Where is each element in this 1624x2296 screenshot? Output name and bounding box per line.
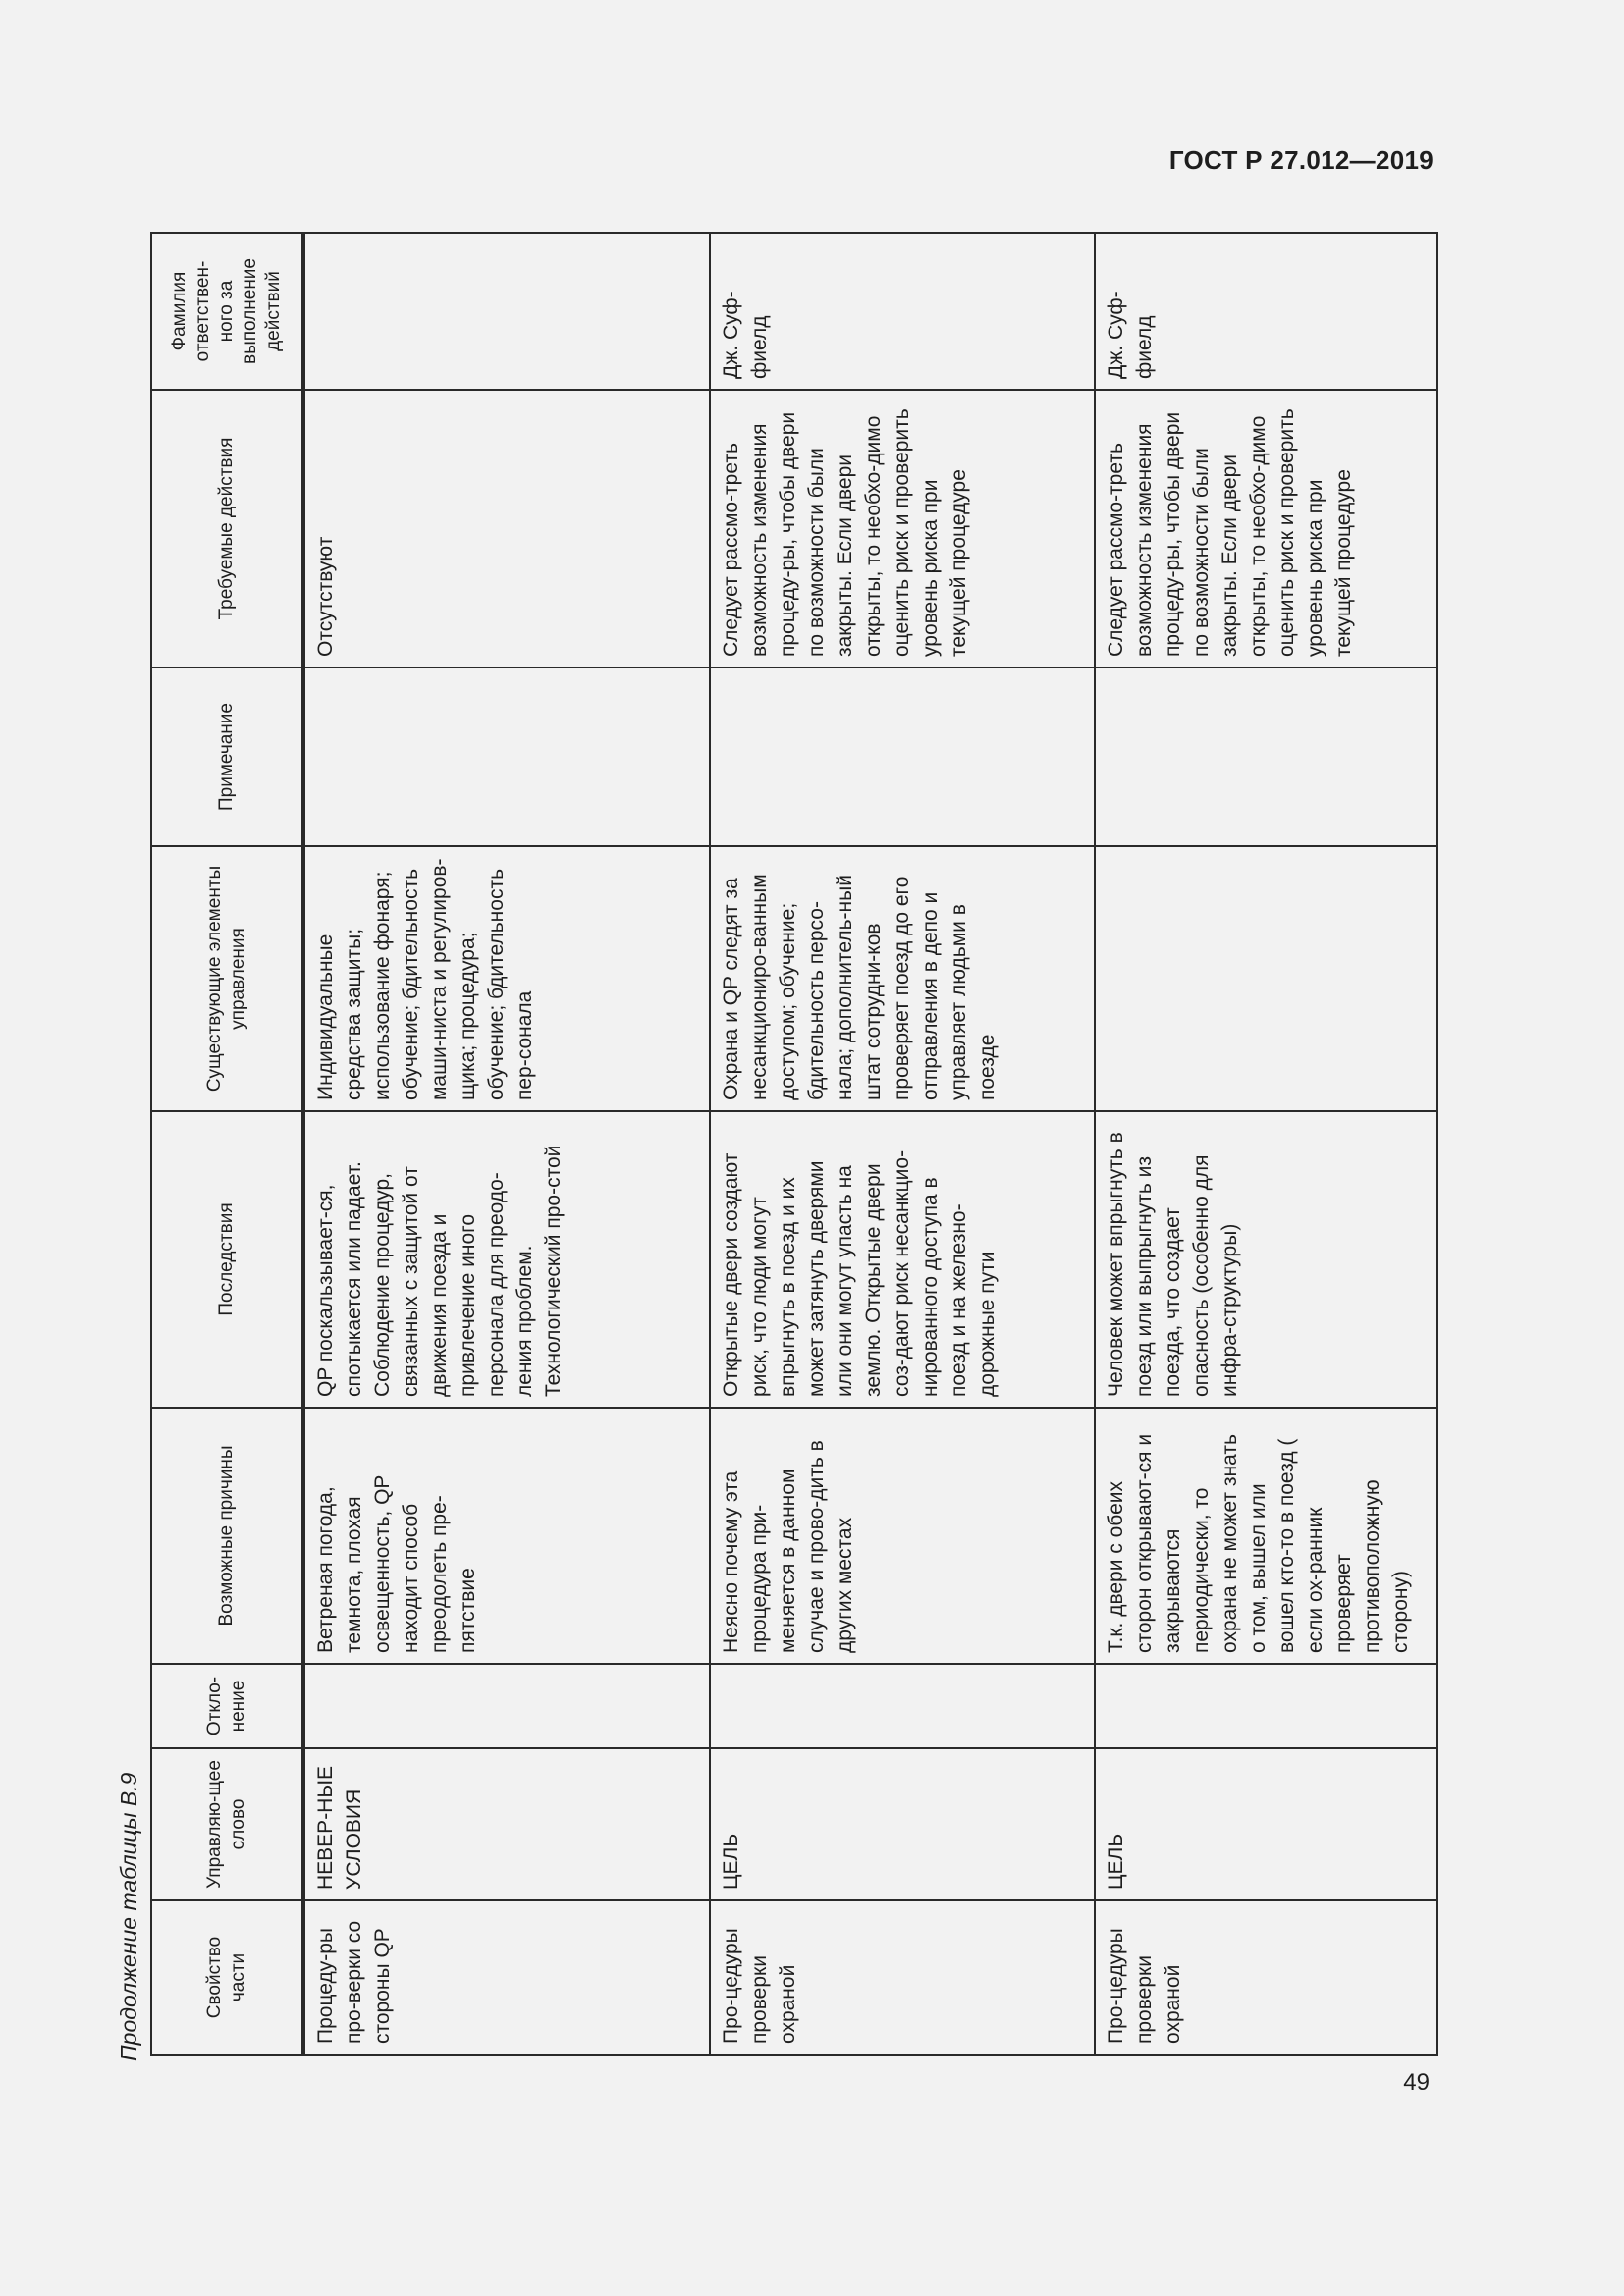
col-header-causes: Возможные причины [151, 1408, 303, 1664]
page-number: 49 [1403, 2069, 1430, 2096]
cell-property: Про-цедуры проверки охраной [710, 1900, 1095, 2055]
table-header-row [151, 233, 303, 2055]
col-header-actions: Требуемые действия [151, 390, 303, 667]
table-caption: Продолжение таблицы В.9 [116, 1772, 141, 2061]
col-header-note: Примечание [151, 667, 303, 846]
cell-responsible: Дж. Суф-фиелд [710, 233, 1095, 390]
table-row [303, 233, 710, 2055]
cell-consequences: Открытые двери создают риск, что люди могут впрыгнуть в поезд и их может затянуть дверями или они могут упасть на землю. Открытые двери соз-дают риск несанкцио-нированного доступа в поезд и на железно-дорожные пути [710, 1111, 1095, 1408]
cell-property: Процеду-ры про-верки со стороны QP [303, 1900, 710, 2055]
col-header-controls: Существующие элементы управления [151, 846, 303, 1111]
col-header-property: Свойство части [151, 1900, 303, 2055]
rotated-table-wrapper [150, 234, 1438, 2056]
cell-deviation [1095, 1664, 1437, 1748]
col-header-responsible: Фамилия ответствен-ного за выполнение действий [151, 233, 303, 390]
cell-actions: Отсутствуют [303, 390, 710, 667]
col-header-guide-word: Управляю-щее слово [151, 1748, 303, 1900]
standard-designation: ГОСТ Р 27.012—2019 [1168, 145, 1434, 175]
cell-note [710, 667, 1095, 846]
table-row [710, 233, 1095, 2055]
cell-guide-word: НЕВЕР-НЫЕ УСЛОВИЯ [303, 1748, 710, 1900]
cell-responsible [303, 233, 710, 390]
cell-consequences: Человек может впрыгнуть в поезд или выпрыгнуть из поезда, что создает опасность (особенно для инфра-структуры) [1095, 1111, 1437, 1408]
cell-consequences: QP поскальзывает-ся, спотыкается или падает. Соблюдение процедур, связанных с защитой от движения поезда и привлечение иного персонала для преодо-ления проблем. Технологический про-стой [303, 1111, 710, 1408]
cell-deviation [710, 1664, 1095, 1748]
cell-causes: Т.к. двери с обеих сторон открывают-ся и закрываются периодически, то охрана не может знать о том, вышел или вошел кто-то в поезд ( если ох-ранник проверяет противоположную сторону) [1095, 1408, 1437, 1664]
table-row [1095, 233, 1437, 2055]
cell-causes: Неясно почему эта процедура при-меняется в данном случае и прово-дить в других местах [710, 1408, 1095, 1664]
cell-controls [1095, 846, 1437, 1111]
cell-deviation [303, 1664, 710, 1748]
cell-controls: Охрана и QP следят за несанкциониро-ванным доступом; обучение; бдительность персо-нала; дополнитель-ный штат сотрудни-ков проверяет поезд до его отправления в депо и управляет людьми в поезде [710, 846, 1095, 1111]
cell-responsible: Дж. Суф-фиелд [1095, 233, 1437, 390]
cell-note [1095, 667, 1437, 846]
cell-actions: Следует рассмо-треть возможность изменения процеду-ры, чтобы двери по возможности были закрыты. Если двери открыты, то необхо-димо оценить риск и проверить уровень риска при текущей процедуре [1095, 390, 1437, 667]
cell-guide-word: ЦЕЛЬ [1095, 1748, 1437, 1900]
col-header-deviation: Откло-нение [151, 1664, 303, 1748]
cell-guide-word: ЦЕЛЬ [710, 1748, 1095, 1900]
cell-actions: Следует рассмо-треть возможность изменения процеду-ры, чтобы двери по возможности были закрыты. Если двери открыты, то необхо-димо оценить риск и проверить уровень риска при текущей процедуре [710, 390, 1095, 667]
cell-property: Про-цедуры проверки охраной [1095, 1900, 1437, 2055]
cell-controls: Индивидуальные средства защиты; использование фонаря; обучение; бдительность маши-ниста и регулиров-щика; процедура; обучение; бдительность пер-сонала [303, 846, 710, 1111]
cell-causes: Ветреная погода, темнота, плохая освещенность, QP находит способ преодолеть пре-пятствие [303, 1408, 710, 1664]
col-header-consequences: Последствия [151, 1111, 303, 1408]
hazop-table [150, 232, 1438, 2056]
cell-note [303, 667, 710, 846]
